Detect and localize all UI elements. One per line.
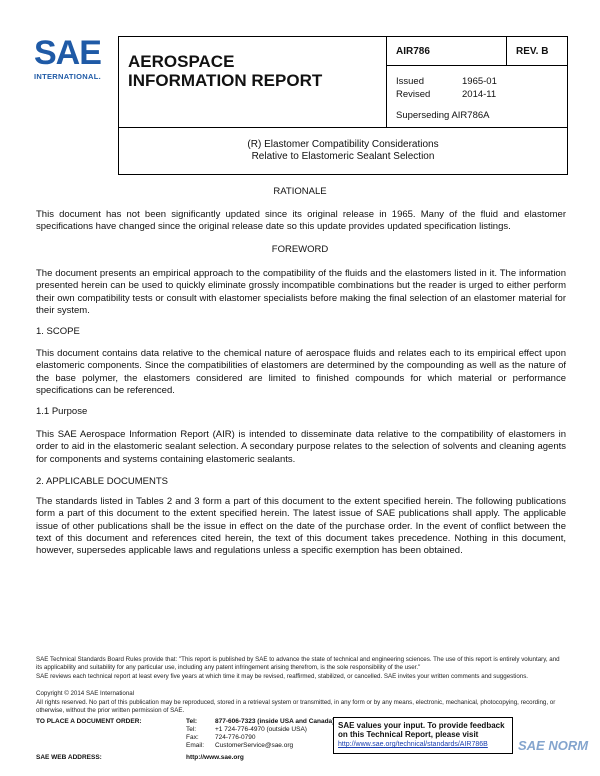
revision-label: REV. B bbox=[516, 46, 549, 57]
issued-value: 1965-01 bbox=[462, 76, 497, 87]
issued-label: Issued bbox=[396, 76, 424, 87]
footer-rights: All rights reserved. No part of this publication may be reproduced, stored in a retrieval system or transmitted, in any form or by any means, electronic, mechanical, photocopying, recording, or otherwise, without the prior written permission of SAE. bbox=[36, 699, 556, 714]
rationale-heading: RATIONALE bbox=[273, 186, 327, 197]
revised-label: Revised bbox=[396, 89, 431, 100]
logo-subtitle: INTERNATIONAL. bbox=[34, 72, 101, 81]
document-type-title bbox=[128, 52, 322, 90]
fax-value: 724-776-0790 bbox=[215, 734, 256, 741]
title-line-2: INFORMATION REPORT bbox=[128, 71, 323, 90]
logo-mark: SAE bbox=[34, 34, 101, 72]
tel2-label: Tel: bbox=[186, 726, 197, 733]
document-number: AIR786 bbox=[396, 46, 430, 57]
revised-value: 2014-11 bbox=[462, 89, 497, 100]
header-rev-divider bbox=[506, 36, 507, 65]
subject-line-1: (R) Elastomer Compatibility Considerations bbox=[247, 139, 439, 150]
tel-label: Tel: bbox=[186, 718, 198, 725]
applicable-documents-text: The standards listed in Tables 2 and 3 form a part of this document to the extent specified herein. The following publications form a part of this document to the extent specified herein. The latest issue of SAE publications shall apply. The applicable issue of other publications shall be the issue in effect on the date of the purchase order. In the event of conflict between the text of this document and references cited herein, the text of this document takes precedence. Nothing in this document, however, supersedes applicable laws and regulations unless a specific exemption has been obtained. bbox=[36, 496, 566, 557]
feedback-line-1: SAE values your input. To provide feedback bbox=[338, 721, 505, 730]
tel2-value: +1 724-776-4970 (outside USA) bbox=[215, 726, 307, 733]
web-value[interactable]: http://www.sae.org bbox=[186, 754, 244, 761]
footer-copyright: Copyright © 2014 SAE International bbox=[36, 690, 135, 697]
superseding-note: Superseding AIR786A bbox=[396, 110, 490, 121]
footer-rules-note: SAE Technical Standards Board Rules provide that: "This report is published by SAE to advance the state of technical and engineering sciences. The use of this report is entirely voluntary, and its applicability and suitability for any particular use, including any patent infringement arising therefrom, is the sole responsibility of the user." bbox=[36, 656, 560, 671]
sae-logo bbox=[34, 36, 114, 81]
email-label: Email: bbox=[186, 742, 205, 749]
document-subject bbox=[118, 139, 568, 163]
tel-value: 877-606-7323 (inside USA and Canada) bbox=[215, 718, 335, 725]
foreword-text: The document presents an empirical approach to the compatibility of the fluids and the elastomers listed in it. The information presented herein can be used to quickly eliminate grossly incompatible combinations but the reader is urged to either perform their own compatibility tests or consult with elastomer specialists before making the final selection of an elastomer material for their system. bbox=[36, 268, 566, 316]
feedback-line-2: on this Technical Report, please visit bbox=[338, 730, 479, 740]
purpose-text: This SAE Aerospace Information Report (AIR) is intended to disseminate data relative to the compatibility of elastomers in order to aid in the elastomeric sealant selection. A secondary purpose relates to the selection of solvents and cleaning agents for components and systems containing elastomeric sealants. bbox=[36, 429, 566, 465]
scope-text: This document contains data relative to the chemical nature of aerospace fluids and relates each to its empirical effect upon elastomeric components. Since the compatibilities of elastomers are determined by the compounding as well as the nature of the base polymer, the elastomers considered are limited to finished compounds for which material or performance specifications can be referenced. bbox=[36, 348, 566, 396]
title-line-1: AEROSPACE bbox=[128, 52, 235, 71]
fax-label: Fax: bbox=[186, 734, 199, 741]
feedback-link[interactable]: http://www.sae.org/technical/standards/AIR786B bbox=[338, 741, 488, 749]
header-divider bbox=[386, 36, 387, 128]
watermark: SAE NORM bbox=[518, 738, 589, 753]
applicable-documents-heading: 2. APPLICABLE DOCUMENTS bbox=[36, 476, 168, 487]
web-label: SAE WEB ADDRESS: bbox=[36, 754, 102, 761]
header-row-divider bbox=[386, 65, 568, 66]
rationale-text: This document has not been significantly updated since its original release in 1965. Many of the fluid and elastomer specifications have changed since the original release date so this update provides updated specification listings. bbox=[36, 209, 566, 233]
foreword-heading: FOREWORD bbox=[271, 244, 329, 255]
scope-heading: 1. SCOPE bbox=[36, 326, 80, 337]
email-value[interactable]: CustomerService@sae.org bbox=[215, 742, 294, 749]
purpose-heading: 1.1 Purpose bbox=[36, 406, 88, 417]
order-label: TO PLACE A DOCUMENT ORDER: bbox=[36, 718, 142, 725]
subject-line-2: Relative to Elastomeric Sealant Selection bbox=[251, 151, 435, 162]
footer-review-note: SAE reviews each technical report at least every five years at which time it may be revised, reaffirmed, stabilized, or cancelled. SAE invites your written comments and suggestions. bbox=[36, 673, 529, 680]
feedback-box bbox=[333, 717, 513, 754]
